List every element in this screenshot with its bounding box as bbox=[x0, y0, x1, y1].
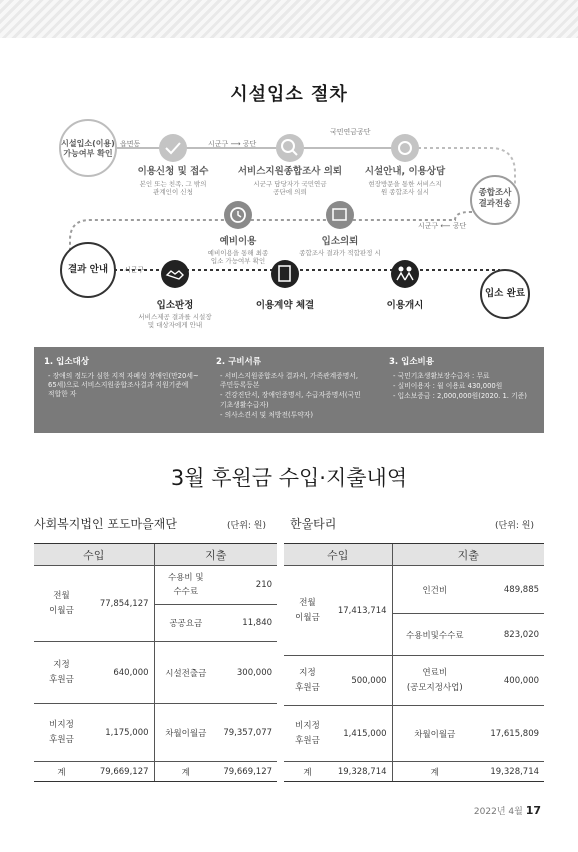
agent-label: 읍면동 bbox=[120, 140, 141, 148]
info-item: - 국민기초생활보장수급자 : 무료 bbox=[393, 372, 490, 380]
people-icon bbox=[391, 260, 419, 288]
total-income: 19,328,714 bbox=[331, 762, 392, 782]
search-icon bbox=[276, 134, 304, 162]
expense-label: 수용비 및 수수료 bbox=[154, 566, 217, 605]
expense-label: 시설전출금 bbox=[154, 642, 217, 704]
expense-value: 210 bbox=[217, 566, 277, 605]
unit-label: (단위: 원) bbox=[495, 521, 534, 531]
expense-label: 연료비 (공모지정사업) bbox=[392, 656, 477, 706]
org-name: 사회복지법인 포도마을재단 bbox=[34, 517, 177, 531]
income-value: 640,000 bbox=[89, 642, 154, 704]
agent-label: 시군구 bbox=[124, 266, 145, 274]
step-label: 서비스지원종합조사 의뢰 bbox=[237, 166, 343, 177]
check-icon bbox=[159, 134, 187, 162]
income-value: 1,175,000 bbox=[89, 704, 154, 762]
step-desc: 본인 또는 친족, 그 밖의 관계인이 신청 bbox=[139, 180, 207, 197]
agent-label: 시군구 ⟵ 공단 bbox=[418, 222, 467, 230]
info-item: - 건강진단서, 장애인증명서, 수급자증명서(국민 기초생활수급자) bbox=[220, 391, 361, 409]
step-label: 입소 완료 bbox=[484, 288, 525, 299]
expense-value: 11,840 bbox=[217, 605, 277, 642]
info-heading: 1. 입소대상 bbox=[44, 357, 89, 367]
step-label: 종합조사 결과전송 bbox=[478, 188, 512, 209]
income-label: 전월 이월금 bbox=[34, 566, 89, 642]
info-column bbox=[389, 355, 539, 402]
total-expense: 79,669,127 bbox=[217, 762, 277, 782]
info-column bbox=[44, 355, 204, 400]
total-expense: 19,328,714 bbox=[477, 762, 544, 782]
total-label: 계 bbox=[34, 762, 89, 782]
expense-value: 823,020 bbox=[477, 614, 544, 656]
finance-table-hanultari bbox=[284, 543, 544, 782]
expense-label: 차월이월금 bbox=[392, 706, 477, 762]
total-label: 계 bbox=[392, 762, 477, 782]
step-label: 예비이용 bbox=[219, 236, 257, 247]
calendar-icon bbox=[326, 201, 354, 229]
step-label: 입소의뢰 bbox=[321, 236, 359, 247]
info-item: - 실비이용자 : 월 이용료 430,000원 bbox=[393, 382, 503, 391]
income-header: 수입 bbox=[34, 544, 154, 566]
unit-label: (단위: 원) bbox=[227, 521, 266, 531]
page-footer bbox=[474, 804, 541, 817]
total-label: 계 bbox=[154, 762, 217, 782]
issue-date: 2022년 4월 bbox=[473, 807, 523, 817]
expense-header: 지출 bbox=[154, 544, 277, 566]
admission-info-box bbox=[34, 347, 544, 433]
info-item: - 입소보증금 : 2,000,000원(2020. 1. 기준) bbox=[393, 392, 527, 401]
expense-value: 17,615,809 bbox=[477, 706, 544, 762]
expense-value: 79,357,077 bbox=[217, 704, 277, 762]
income-header: 수입 bbox=[284, 544, 392, 566]
header-stripe bbox=[0, 0, 578, 38]
income-value: 1,415,000 bbox=[331, 706, 392, 762]
expense-value: 489,885 bbox=[477, 566, 544, 614]
expense-header: 지출 bbox=[392, 544, 544, 566]
org-name: 한울타리 bbox=[290, 517, 337, 531]
info-item: - 장애의 정도가 심한 지적 자폐성 장애인(만20세~ 65세)으로 서비스지원종합조사결과 지원기준에 적합한 자 bbox=[48, 372, 199, 399]
step-desc: 예비이용을 통해 최종 입소 가능여부 확인 bbox=[207, 249, 269, 266]
income-label: 지정 후원금 bbox=[284, 656, 331, 706]
step-label: 시설안내, 이용상담 bbox=[364, 166, 446, 177]
expense-label: 인건비 bbox=[392, 566, 477, 614]
expense-label: 차월이월금 bbox=[154, 704, 217, 762]
page-number: 17 bbox=[525, 804, 541, 817]
expense-value: 300,000 bbox=[217, 642, 277, 704]
finance-table-podo bbox=[34, 543, 277, 782]
step-desc: 현장방문을 통한 서비스지 원 종합조사 실시 bbox=[368, 180, 442, 197]
step-label: 이용개시 bbox=[386, 300, 424, 311]
expense-label: 공공요금 bbox=[154, 605, 217, 642]
total-income: 79,669,127 bbox=[89, 762, 154, 782]
info-item: - 의사소견서 및 처방전(투약자) bbox=[220, 410, 314, 419]
step-label: 결과 안내 bbox=[67, 264, 108, 275]
consult-icon bbox=[391, 134, 419, 162]
total-label: 계 bbox=[284, 762, 331, 782]
agent-label: 국민연금공단 bbox=[330, 128, 371, 136]
income-label: 지정 후원금 bbox=[34, 642, 89, 704]
agent-label: 시군구 ⟶ 공단 bbox=[208, 140, 257, 148]
step-desc: 종합조사 결과가 적합판정 시 bbox=[299, 249, 381, 257]
expense-label: 수용비및수수료 bbox=[392, 614, 477, 656]
info-column bbox=[216, 355, 381, 420]
finance-title: 3월 후원금 수입·지출내역 bbox=[170, 466, 408, 490]
step-desc: 서비스제공 결과를 시설장 및 대상자에게 안내 bbox=[138, 313, 212, 330]
income-value: 500,000 bbox=[331, 656, 392, 706]
step-label: 입소판정 bbox=[156, 300, 194, 311]
step-label: 이용신청 및 접수 bbox=[137, 166, 209, 177]
start-label: 시설입소(이용) 가능여부 확인 bbox=[61, 139, 115, 158]
info-heading: 2. 구비서류 bbox=[216, 357, 261, 367]
income-value: 77,854,127 bbox=[89, 566, 154, 642]
income-value: 17,413,714 bbox=[331, 566, 392, 656]
process-title: 시설입소 절차 bbox=[230, 84, 348, 105]
info-item: - 서비스지원종합조사 결과서, 가족관계증명서, 주민등록등본 bbox=[220, 372, 359, 390]
info-heading: 3. 입소비용 bbox=[389, 357, 434, 367]
income-label: 전월 이월금 bbox=[284, 566, 331, 656]
income-label: 비지정 후원금 bbox=[284, 706, 331, 762]
step-label: 이용계약 체결 bbox=[255, 300, 315, 311]
income-label: 비지정 후원금 bbox=[34, 704, 89, 762]
expense-value: 400,000 bbox=[477, 656, 544, 706]
step-desc: 시군구 담당자가 국민연금 공단에 의뢰 bbox=[253, 180, 327, 197]
